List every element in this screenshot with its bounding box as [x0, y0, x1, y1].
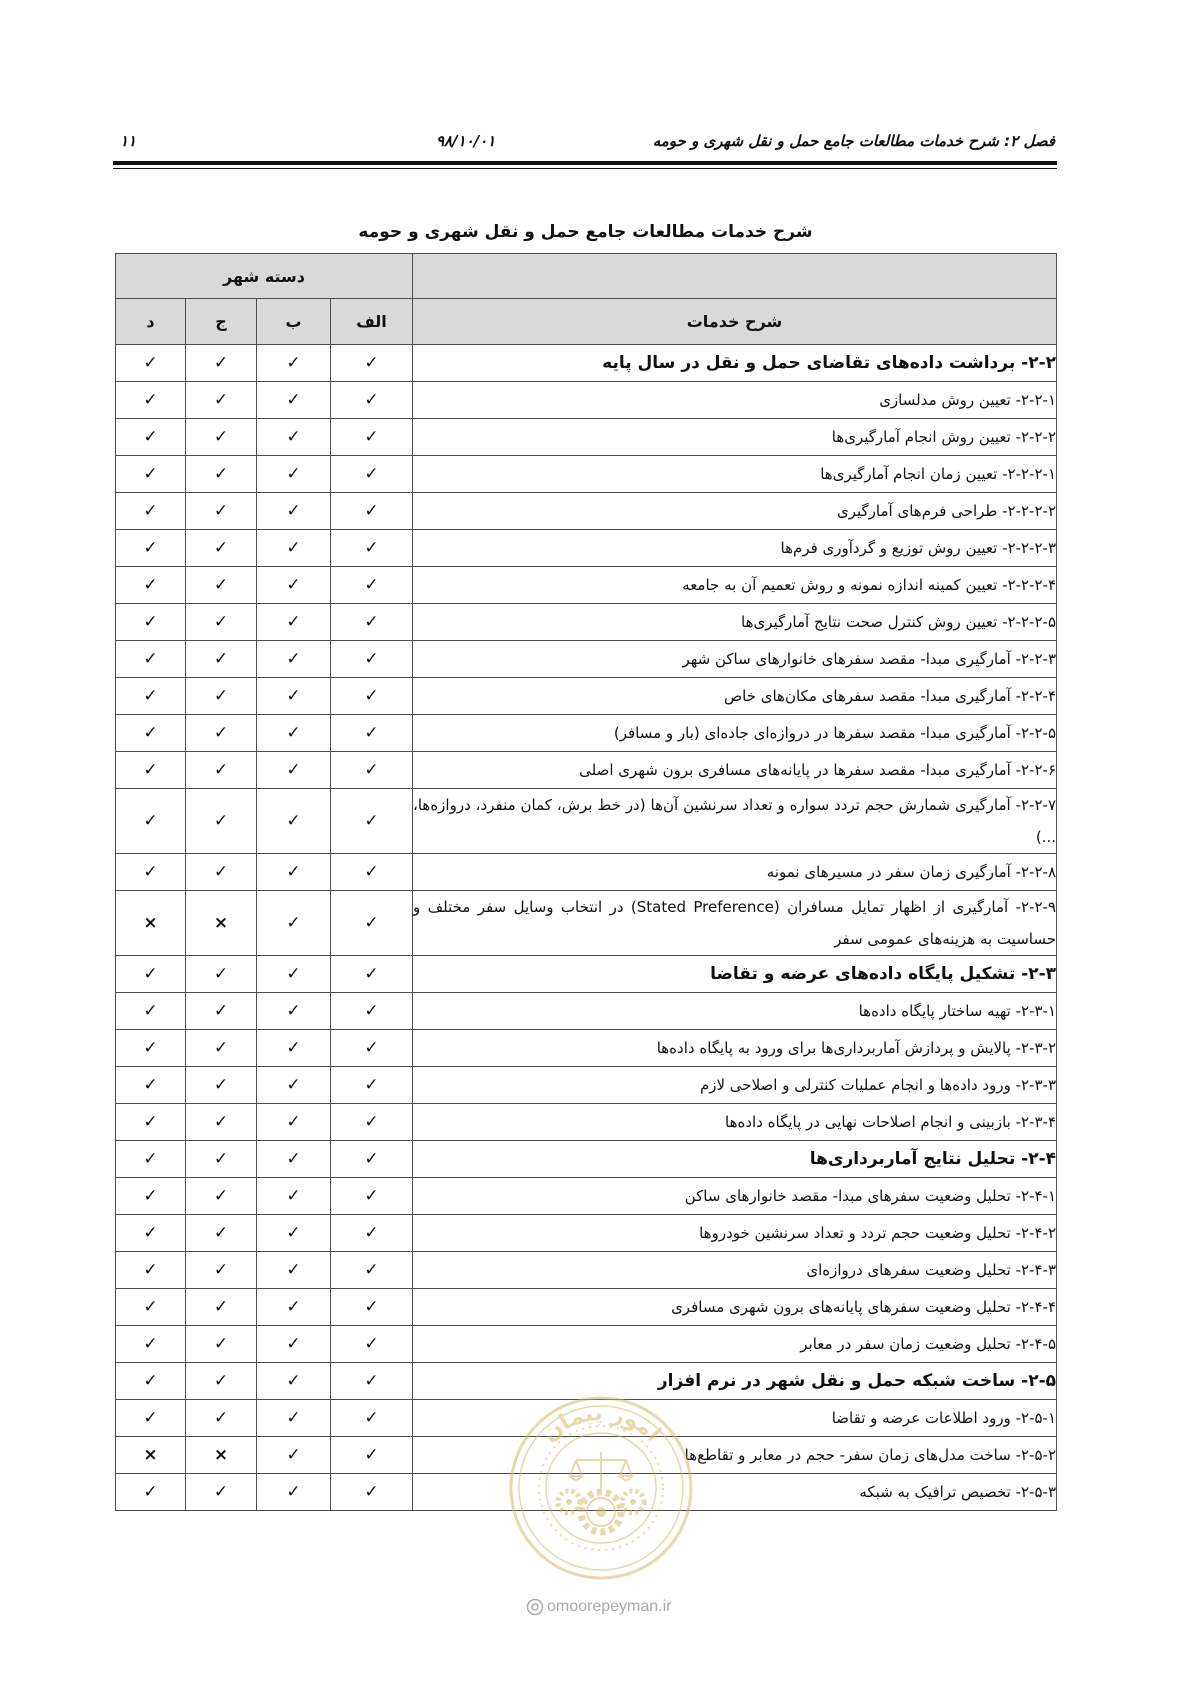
mark-jim: ✓: [186, 641, 257, 678]
city-group-header: دسته شهر: [116, 254, 413, 299]
mark-jim: ✓: [186, 993, 257, 1030]
mark-be: ✓: [257, 530, 331, 567]
mark-jim: ✓: [186, 567, 257, 604]
mark-dal: ✓: [116, 1141, 186, 1178]
mark-alef: ✓: [331, 1289, 413, 1326]
mark-alef: ✓: [331, 1141, 413, 1178]
mark-dal: ✓: [116, 1400, 186, 1437]
mark-dal: ×: [116, 1437, 186, 1474]
table-row: [116, 1437, 1057, 1474]
column-be-header: ب: [257, 299, 331, 345]
mark-be: ✓: [257, 1474, 331, 1511]
table-row: [116, 493, 1057, 530]
mark-dal: ✓: [116, 1363, 186, 1400]
table-row: [116, 419, 1057, 456]
mark-alef: ✓: [331, 419, 413, 456]
table-row: [116, 1104, 1057, 1141]
mark-jim: ×: [186, 1437, 257, 1474]
mark-dal: ✓: [116, 1474, 186, 1511]
section-heading: ۲-۴- تحلیل نتایج آماربرداری‌ها: [413, 1141, 1057, 1178]
service-description: ۲-۲-۲-۴- تعیین کمینه اندازه نمونه و روش تعمیم آن به جامعه: [413, 567, 1057, 604]
mark-be: ✓: [257, 752, 331, 789]
mark-alef: ✓: [331, 715, 413, 752]
mark-be: ✓: [257, 678, 331, 715]
mark-be: ✓: [257, 1363, 331, 1400]
service-description: ۲-۲-۸- آمارگیری زمان سفر در مسیرهای نمونه: [413, 854, 1057, 891]
services-table: [115, 253, 1057, 1511]
service-description: ۲-۴-۲- تحلیل وضعیت حجم تردد و تعداد سرنشین خودروها: [413, 1215, 1057, 1252]
mark-alef: ✓: [331, 493, 413, 530]
service-description: ۲-۳-۳- ورود داده‌ها و انجام عملیات کنترلی و اصلاحی لازم: [413, 1067, 1057, 1104]
mark-be: ✓: [257, 567, 331, 604]
table-row: [116, 789, 1057, 854]
table-row: [116, 1252, 1057, 1289]
table-row: [116, 715, 1057, 752]
mark-be: ✓: [257, 1178, 331, 1215]
mark-dal: ✓: [116, 419, 186, 456]
table-row: [116, 456, 1057, 493]
mark-jim: ✓: [186, 456, 257, 493]
mark-jim: ✓: [186, 956, 257, 993]
mark-jim: ✓: [186, 1474, 257, 1511]
mark-jim: ✓: [186, 1178, 257, 1215]
mark-alef: ✓: [331, 1252, 413, 1289]
description-header: شرح خدمات: [413, 299, 1057, 345]
service-description: ۲-۲-۹- آمارگیری از اظهار تمایل مسافران (Stated Preference) در انتخاب وسایل سفر مختلف و حساسیت به هزینه‌های عمومی سفر: [413, 891, 1057, 956]
table-head: [116, 254, 1057, 345]
mark-dal: ✓: [116, 1215, 186, 1252]
mark-alef: ✓: [331, 789, 413, 854]
mark-be: ✓: [257, 1289, 331, 1326]
mark-jim: ✓: [186, 1141, 257, 1178]
mark-alef: ✓: [331, 1178, 413, 1215]
mark-alef: ✓: [331, 530, 413, 567]
mark-dal: ✓: [116, 752, 186, 789]
mark-jim: ✓: [186, 382, 257, 419]
mark-alef: ✓: [331, 1030, 413, 1067]
mark-dal: ✓: [116, 854, 186, 891]
section-heading-row: [116, 956, 1057, 993]
service-description: ۲-۴-۳- تحلیل وضعیت سفرهای دروازه‌ای: [413, 1252, 1057, 1289]
table-row: [116, 604, 1057, 641]
section-heading: ۲-۵- ساخت شبکه حمل و نقل شهر در نرم افزار: [413, 1363, 1057, 1400]
table-row: [116, 530, 1057, 567]
mark-alef: ✓: [331, 1400, 413, 1437]
table-row: [116, 1474, 1057, 1511]
table-row: [116, 1030, 1057, 1067]
service-description: ۲-۵-۳- تخصیص ترافیک به شبکه: [413, 1474, 1057, 1511]
mark-dal: ✓: [116, 604, 186, 641]
mark-jim: ✓: [186, 854, 257, 891]
mark-dal: ✓: [116, 993, 186, 1030]
header-rule-thick: [113, 161, 1057, 165]
mark-dal: ×: [116, 891, 186, 956]
header-rule-thin: [113, 168, 1057, 169]
mark-jim: ✓: [186, 1030, 257, 1067]
mark-jim: ✓: [186, 678, 257, 715]
table-header-row-columns: [116, 299, 1057, 345]
service-description: ۲-۴-۴- تحلیل وضعیت سفرهای پایانه‌های برون شهری مسافری: [413, 1289, 1057, 1326]
column-dal-header: د: [116, 299, 186, 345]
mark-dal: ✓: [116, 493, 186, 530]
mark-alef: ✓: [331, 382, 413, 419]
mark-be: ✓: [257, 1141, 331, 1178]
service-description: ۲-۲-۵- آمارگیری مبدا- مقصد سفرها در دروازه‌ای جاده‌ای (بار و مسافر): [413, 715, 1057, 752]
mark-jim: ✓: [186, 1067, 257, 1104]
mark-alef: ✓: [331, 854, 413, 891]
mark-be: ✓: [257, 993, 331, 1030]
mark-dal: ✓: [116, 641, 186, 678]
section-heading: ۲-۳- تشکیل پایگاه داده‌های عرضه و تقاضا: [413, 956, 1057, 993]
mark-be: ✓: [257, 382, 331, 419]
service-description: ۲-۲-۲-۵- تعیین روش کنترل صحت نتایج آمارگیری‌ها: [413, 604, 1057, 641]
service-description: ۲-۲-۶- آمارگیری مبدا- مقصد سفرها در پایانه‌های مسافری برون شهری اصلی: [413, 752, 1057, 789]
at-sign-icon: [526, 1598, 544, 1616]
mark-be: ✓: [257, 1437, 331, 1474]
table-row: [116, 752, 1057, 789]
service-description: ۲-۲-۳- آمارگیری مبدا- مقصد سفرهای خانوارهای ساکن شهر: [413, 641, 1057, 678]
mark-be: ✓: [257, 956, 331, 993]
mark-be: ✓: [257, 1215, 331, 1252]
mark-dal: ✓: [116, 530, 186, 567]
service-description: ۲-۳-۴- بازبینی و انجام اصلاحات نهایی در پایگاه داده‌ها: [413, 1104, 1057, 1141]
mark-dal: ✓: [116, 382, 186, 419]
mark-jim: ✓: [186, 419, 257, 456]
mark-be: ✓: [257, 789, 331, 854]
table-row: [116, 1326, 1057, 1363]
column-alef-header: الف: [331, 299, 413, 345]
mark-dal: ✓: [116, 956, 186, 993]
mark-jim: ✓: [186, 604, 257, 641]
mark-jim: ✓: [186, 789, 257, 854]
mark-alef: ✓: [331, 956, 413, 993]
mark-be: ✓: [257, 419, 331, 456]
mark-dal: ✓: [116, 1178, 186, 1215]
mark-alef: ✓: [331, 993, 413, 1030]
website-text: omoorepeyman.ir: [547, 1598, 672, 1615]
mark-dal: ✓: [116, 1326, 186, 1363]
website-watermark: [526, 1596, 672, 1618]
mark-jim: ✓: [186, 1400, 257, 1437]
table-row: [116, 1289, 1057, 1326]
mark-alef: ✓: [331, 891, 413, 956]
service-description: ۲-۲-۴- آمارگیری مبدا- مقصد سفرهای مکان‌های خاص: [413, 678, 1057, 715]
description-header-blank: [413, 254, 1057, 299]
mark-jim: ✓: [186, 1104, 257, 1141]
mark-dal: ✓: [116, 345, 186, 382]
mark-be: ✓: [257, 1067, 331, 1104]
mark-be: ✓: [257, 1252, 331, 1289]
table-row: [116, 1067, 1057, 1104]
chapter-title: فصل ۲: شرح خدمات مطالعات جامع حمل و نقل شهری و حومه: [652, 132, 1055, 150]
table-row: [116, 382, 1057, 419]
mark-be: ✓: [257, 1030, 331, 1067]
service-description: ۲-۲-۱- تعیین روش مدلسازی: [413, 382, 1057, 419]
mark-alef: ✓: [331, 1104, 413, 1141]
mark-alef: ✓: [331, 641, 413, 678]
mark-jim: ✓: [186, 1215, 257, 1252]
mark-dal: ✓: [116, 789, 186, 854]
mark-alef: ✓: [331, 1067, 413, 1104]
mark-jim: ✓: [186, 752, 257, 789]
service-description: ۲-۴-۵- تحلیل وضعیت زمان سفر در معابر: [413, 1326, 1057, 1363]
section-heading-row: [116, 1141, 1057, 1178]
mark-alef: ✓: [331, 604, 413, 641]
mark-dal: ✓: [116, 1252, 186, 1289]
section-heading: ۲-۲- برداشت داده‌های تقاضای حمل و نقل در سال پایه: [413, 345, 1057, 382]
mark-jim: ×: [186, 891, 257, 956]
mark-jim: ✓: [186, 1289, 257, 1326]
table-row: [116, 1215, 1057, 1252]
service-description: ۲-۲-۲-۲- طراحی فرم‌های آمارگیری: [413, 493, 1057, 530]
table-title: شرح خدمات مطالعات جامع حمل و نقل شهری و حومه: [358, 222, 813, 242]
section-heading-row: [116, 345, 1057, 382]
mark-be: ✓: [257, 345, 331, 382]
mark-dal: ✓: [116, 1067, 186, 1104]
table-row: [116, 641, 1057, 678]
mark-alef: ✓: [331, 456, 413, 493]
mark-alef: ✓: [331, 1215, 413, 1252]
mark-dal: ✓: [116, 456, 186, 493]
table-row: [116, 1400, 1057, 1437]
service-description: ۲-۴-۱- تحلیل وضعیت سفرهای مبدا- مقصد خانوارهای ساکن: [413, 1178, 1057, 1215]
service-description: ۲-۳-۲- پالایش و پردازش آماربرداری‌ها برای ورود به پایگاه داده‌ها: [413, 1030, 1057, 1067]
mark-be: ✓: [257, 1104, 331, 1141]
mark-be: ✓: [257, 493, 331, 530]
service-description: ۲-۲-۷- آمارگیری شمارش حجم تردد سواره و تعداد سرنشین آن‌ها (در خط برش، کمان منفرد، دروازه‌ها، ...): [413, 789, 1057, 854]
mark-be: ✓: [257, 604, 331, 641]
table-row: [116, 678, 1057, 715]
seal-lettering-path: امور پیمان: [537, 1400, 666, 1447]
table-row: [116, 854, 1057, 891]
service-description: ۲-۲-۲- تعیین روش انجام آمارگیری‌ها: [413, 419, 1057, 456]
mark-alef: ✓: [331, 752, 413, 789]
mark-alef: ✓: [331, 1363, 413, 1400]
mark-be: ✓: [257, 854, 331, 891]
mark-dal: ✓: [116, 1030, 186, 1067]
mark-alef: ✓: [331, 567, 413, 604]
mark-jim: ✓: [186, 715, 257, 752]
service-description: ۲-۵-۲- ساخت مدل‌های زمان سفر- حجم در معابر و تقاطع‌ها: [413, 1437, 1057, 1474]
mark-dal: ✓: [116, 715, 186, 752]
header-date: ۹۸/۱۰/۰۱: [436, 132, 496, 150]
mark-jim: ✓: [186, 530, 257, 567]
mark-be: ✓: [257, 1400, 331, 1437]
table-row: [116, 993, 1057, 1030]
mark-be: ✓: [257, 1326, 331, 1363]
page-number: ۱۱: [120, 132, 137, 150]
mark-alef: ✓: [331, 1326, 413, 1363]
mark-alef: ✓: [331, 345, 413, 382]
service-description: ۲-۵-۱- ورود اطلاعات عرضه و تقاضا: [413, 1400, 1057, 1437]
mark-dal: ✓: [116, 567, 186, 604]
mark-be: ✓: [257, 715, 331, 752]
mark-dal: ✓: [116, 1104, 186, 1141]
mark-jim: ✓: [186, 1252, 257, 1289]
mark-dal: ✓: [116, 678, 186, 715]
table-header-row-group: [116, 254, 1057, 299]
table-row: [116, 1178, 1057, 1215]
service-description: ۲-۲-۲-۱- تعیین زمان انجام آمارگیری‌ها: [413, 456, 1057, 493]
mark-jim: ✓: [186, 345, 257, 382]
mark-alef: ✓: [331, 678, 413, 715]
column-jim-header: ج: [186, 299, 257, 345]
mark-dal: ✓: [116, 1289, 186, 1326]
table-row: [116, 891, 1057, 956]
service-description: ۲-۳-۱- تهیه ساختار پایگاه داده‌ها: [413, 993, 1057, 1030]
mark-be: ✓: [257, 456, 331, 493]
mark-jim: ✓: [186, 1326, 257, 1363]
mark-be: ✓: [257, 641, 331, 678]
mark-jim: ✓: [186, 1363, 257, 1400]
mark-alef: ✓: [331, 1437, 413, 1474]
table-row: [116, 567, 1057, 604]
section-heading-row: [116, 1363, 1057, 1400]
table-body: [116, 345, 1057, 1511]
mark-alef: ✓: [331, 1474, 413, 1511]
service-description: ۲-۲-۲-۳- تعیین روش توزیع و گردآوری فرم‌ها: [413, 530, 1057, 567]
mark-jim: ✓: [186, 493, 257, 530]
mark-be: ✓: [257, 891, 331, 956]
